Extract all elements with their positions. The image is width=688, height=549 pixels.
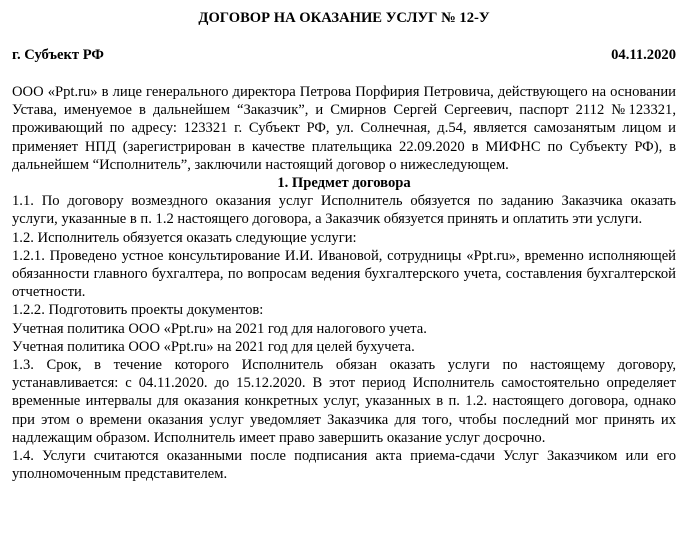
clause-1-4: 1.4. Услуги считаются оказанными после подписания акта приема-сдачи Услуг Заказчиком или его уполномоченным представителем. [12,448,676,483]
city: г. Субъект РФ [12,47,104,63]
clause-1-2: 1.2. Исполнитель обязуется оказать следующие услуги: [12,229,357,246]
clause-1-2-1: 1.2.1. Проведено устное консультирование И.И. Ивановой, сотрудницы «Ppt.ru», временно исполняющей обязанности главного бухгалтера, по вопросам ведения бухгалтерского учета, составления бухгалтерской отчетности. [12,247,676,301]
section-1-heading: 1. Предмет договора [277,175,411,192]
document-item-tax-policy: Учетная политика ООО «Ppt.ru» на 2021 год для налогового учета. [12,320,427,337]
intro-paragraph: ООО «Ppt.ru» в лице генерального директора Петрова Порфирия Петровича, действующего на основании Устава, именуемое в дальнейшем “Заказчик”, и Смирнов Сергей Сергеевич, паспорт 2112 №123321, проживающий по адресу: 123321 г. Субъект РФ, ул. Солнечная, д.54, является самозанятым лицом и применяет НПД (зарегистрирован в качестве плательщика 22.09.2020 в МИФНС по Субъекту РФ), в дальнейшем “Исполнитель”, заключили настоящий договор о нижеследующем. [12,84,676,173]
clause-1-2-2: 1.2.2. Подготовить проекты документов: [12,302,264,319]
document-item-accounting-policy: Учетная политика ООО «Ppt.ru» на 2021 год для целей бухучета. [12,338,415,355]
clause-1-1: 1.1. По договору возмездного оказания услуг Исполнитель обязуется по заданию Заказчика оказать услуги, указанные в п. 1.2 настоящего договора, а Заказчик обязуется принять и оплатить эти услуги. [12,193,676,228]
city-date-row [12,46,676,64]
document-title: ДОГОВОР НА ОКАЗАНИЕ УСЛУГ № 12-У [198,10,490,26]
contract-date: 04.11.2020 [611,47,676,63]
document-body [12,83,676,483]
clause-1-3: 1.3. Срок, в течение которого Исполнитель обязан оказать услуги по настоящему договору, устанавливается: с 04.11.2020. до 15.12.2020. В этот период Исполнитель самостоятельно определяет временные интервалы для оказания конкретных услуг, указанных в п. 1.2. настоящего договора, однако при этом о времени оказания услуг уведомляет Заказчика для того, чтобы последний мог принять их надлежащим образом. Исполнитель имеет право завершить оказание услуг досрочно. [12,357,676,446]
